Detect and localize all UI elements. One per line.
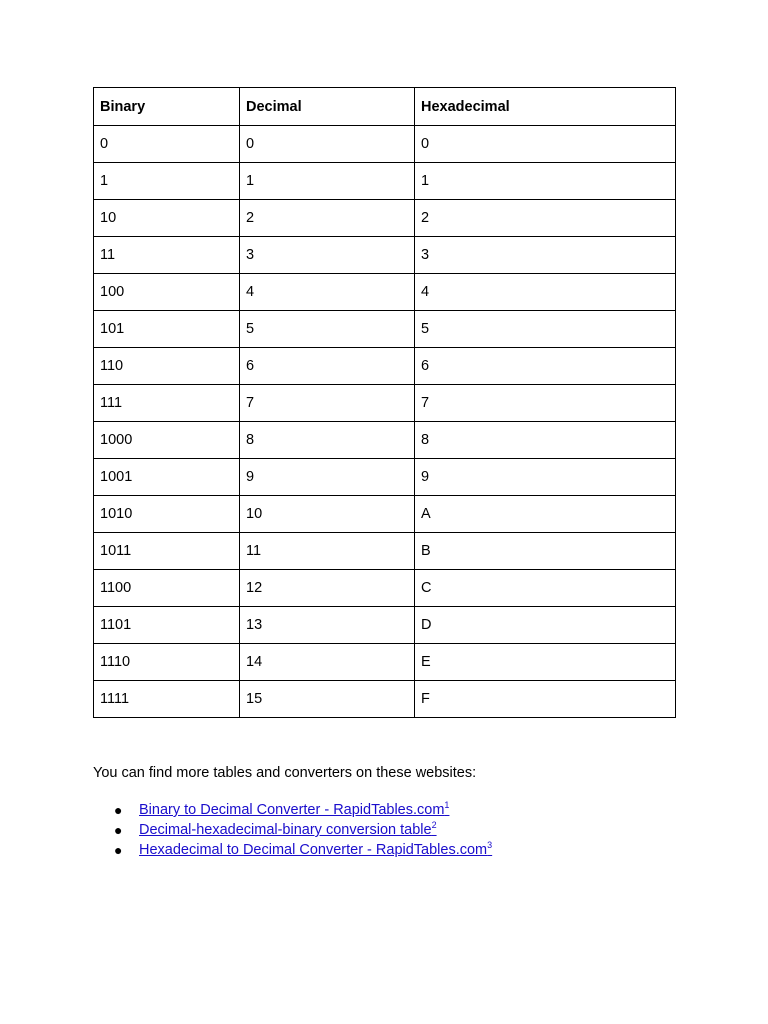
cell-decimal: 5 — [240, 311, 415, 348]
cell-decimal: 13 — [240, 607, 415, 644]
footnote-ref: 2 — [431, 820, 437, 831]
cell-decimal: 12 — [240, 570, 415, 607]
cell-binary: 100 — [94, 274, 240, 311]
intro-text: You can find more tables and converters on these websites: — [93, 765, 477, 781]
cell-decimal: 9 — [240, 459, 415, 496]
table-row — [94, 274, 676, 311]
table-row — [94, 533, 676, 570]
table-row — [94, 237, 676, 274]
cell-binary: 111 — [94, 385, 240, 422]
table-row — [94, 348, 676, 385]
cell-binary: 1 — [94, 163, 240, 200]
cell-hexadecimal: C — [415, 570, 676, 607]
cell-hexadecimal: B — [415, 533, 676, 570]
table-row — [94, 200, 676, 237]
cell-decimal: 4 — [240, 274, 415, 311]
bullet-icon: ● — [114, 822, 123, 838]
cell-decimal: 11 — [240, 533, 415, 570]
list-item — [93, 820, 492, 840]
header-decimal: Decimal — [240, 88, 415, 126]
cell-decimal: 1 — [240, 163, 415, 200]
link-conversion-table[interactable] — [139, 822, 437, 838]
cell-binary: 1101 — [94, 607, 240, 644]
cell-decimal: 8 — [240, 422, 415, 459]
table-header-row — [94, 88, 676, 126]
bullet-icon: ● — [114, 842, 123, 858]
cell-binary: 1110 — [94, 644, 240, 681]
cell-hexadecimal: 2 — [415, 200, 676, 237]
cell-decimal: 3 — [240, 237, 415, 274]
table-row — [94, 681, 676, 718]
cell-binary: 10 — [94, 200, 240, 237]
cell-hexadecimal: F — [415, 681, 676, 718]
conversion-table — [93, 87, 676, 718]
cell-hexadecimal: 0 — [415, 126, 676, 163]
cell-hexadecimal: 7 — [415, 385, 676, 422]
table-row — [94, 311, 676, 348]
link-label: Decimal-hexadecimal-binary conversion table — [139, 822, 432, 838]
cell-hexadecimal: 9 — [415, 459, 676, 496]
footnote-ref: 1 — [444, 800, 450, 811]
cell-binary: 0 — [94, 126, 240, 163]
links-list — [93, 800, 492, 860]
cell-hexadecimal: D — [415, 607, 676, 644]
cell-decimal: 10 — [240, 496, 415, 533]
link-label: Hexadecimal to Decimal Converter - RapidTables.com — [139, 842, 488, 858]
table-row — [94, 126, 676, 163]
table-row — [94, 496, 676, 533]
cell-decimal: 7 — [240, 385, 415, 422]
table-row — [94, 385, 676, 422]
cell-decimal: 0 — [240, 126, 415, 163]
cell-hexadecimal: 5 — [415, 311, 676, 348]
table-row — [94, 570, 676, 607]
table-row — [94, 644, 676, 681]
cell-binary: 1000 — [94, 422, 240, 459]
table-row — [94, 459, 676, 496]
cell-hexadecimal: E — [415, 644, 676, 681]
cell-binary: 11 — [94, 237, 240, 274]
cell-hexadecimal: 1 — [415, 163, 676, 200]
link-label: Binary to Decimal Converter - RapidTables.com — [139, 802, 445, 818]
cell-binary: 1010 — [94, 496, 240, 533]
list-item — [93, 800, 492, 820]
cell-hexadecimal: 6 — [415, 348, 676, 385]
table-row — [94, 163, 676, 200]
bullet-icon: ● — [114, 802, 123, 818]
link-hex-to-decimal[interactable] — [139, 842, 492, 858]
table-body — [94, 126, 676, 718]
cell-hexadecimal: 8 — [415, 422, 676, 459]
cell-decimal: 2 — [240, 200, 415, 237]
cell-binary: 110 — [94, 348, 240, 385]
footnote-ref: 3 — [487, 840, 493, 851]
cell-hexadecimal: A — [415, 496, 676, 533]
cell-decimal: 15 — [240, 681, 415, 718]
cell-decimal: 14 — [240, 644, 415, 681]
cell-hexadecimal: 4 — [415, 274, 676, 311]
cell-binary: 1001 — [94, 459, 240, 496]
cell-binary: 1011 — [94, 533, 240, 570]
cell-decimal: 6 — [240, 348, 415, 385]
cell-binary: 1111 — [94, 681, 240, 718]
list-item — [93, 840, 492, 860]
table-row — [94, 607, 676, 644]
cell-binary: 101 — [94, 311, 240, 348]
cell-binary: 1100 — [94, 570, 240, 607]
cell-hexadecimal: 3 — [415, 237, 676, 274]
header-binary: Binary — [94, 88, 240, 126]
table-row — [94, 422, 676, 459]
link-binary-to-decimal[interactable] — [139, 802, 449, 818]
header-hexadecimal: Hexadecimal — [415, 88, 676, 126]
